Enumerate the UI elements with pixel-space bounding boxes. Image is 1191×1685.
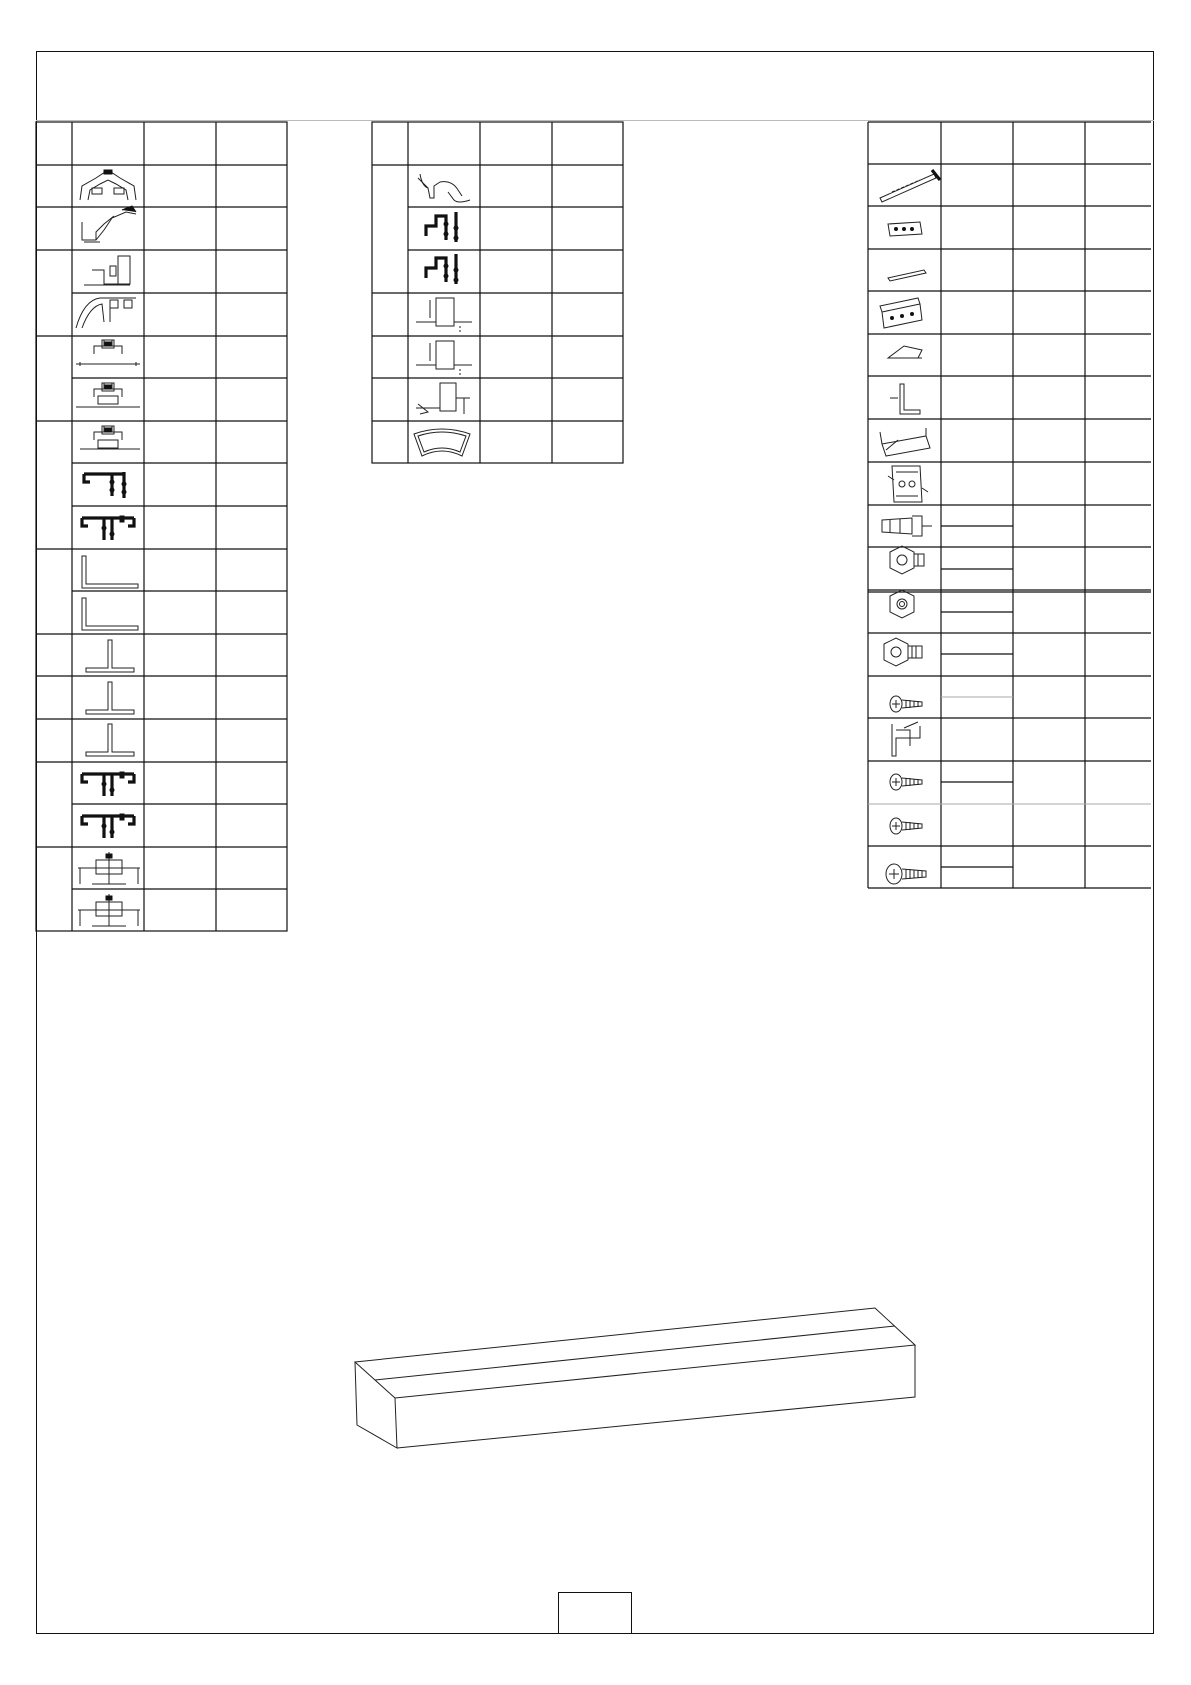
arched-cap-icon (414, 429, 470, 456)
wall-anchor-icon (882, 516, 932, 536)
thin-strip-icon (888, 270, 926, 281)
wall-profile-icon (84, 256, 130, 285)
hex-bolt-icon (890, 546, 924, 574)
h-joint-profile-icon (76, 383, 140, 407)
spring-clip-icon (888, 466, 928, 502)
box-profile-icon (416, 341, 472, 377)
page-number-box (558, 1592, 632, 1634)
pan-screw-icon (890, 696, 922, 712)
pan-screw-icon (890, 774, 922, 790)
angle-l-profile-icon (82, 556, 138, 588)
hook-profile-icon (418, 174, 470, 202)
left-parts-table (36, 122, 287, 931)
wedge-plate-icon (888, 346, 922, 358)
long-rod-icon (880, 170, 940, 202)
corner-bracket-icon (80, 170, 136, 200)
pan-screw-icon (890, 818, 922, 834)
arched-clip-profile-icon (76, 298, 136, 328)
package-box-illustration (355, 1308, 915, 1448)
cross-joint-profile-icon (78, 852, 140, 884)
right-parts-table (868, 122, 1151, 888)
angle-bracket-icon (880, 428, 930, 456)
bead-rail-profile-icon (84, 472, 126, 498)
pan-screw-icon (886, 864, 926, 884)
l-hook-icon (890, 384, 920, 414)
double-bead-rail-profile-icon (82, 772, 134, 796)
hex-bolt-icon (884, 638, 922, 666)
h-joint-profile-icon (76, 340, 140, 366)
curved-gutter-icon (82, 206, 136, 242)
box-profile-icon (416, 383, 470, 414)
box-profile-icon (416, 298, 472, 334)
double-bead-rail-profile-icon (82, 814, 134, 838)
t-profile-icon (86, 640, 134, 672)
bead-hook-profile-icon (426, 254, 458, 284)
perforated-bracket-icon (880, 298, 922, 328)
double-bead-rail-profile-icon (82, 516, 134, 540)
z-clip-icon (892, 722, 920, 756)
t-profile-icon (86, 682, 134, 714)
angle-l-profile-icon (82, 598, 138, 630)
middle-parts-table (372, 122, 623, 463)
bead-hook-profile-icon (426, 212, 458, 242)
h-joint-profile-icon (80, 426, 140, 449)
cross-joint-profile-icon (78, 894, 140, 926)
t-profile-icon (86, 724, 134, 756)
flat-plate-icon (888, 222, 922, 236)
hex-nut-icon (890, 590, 914, 618)
